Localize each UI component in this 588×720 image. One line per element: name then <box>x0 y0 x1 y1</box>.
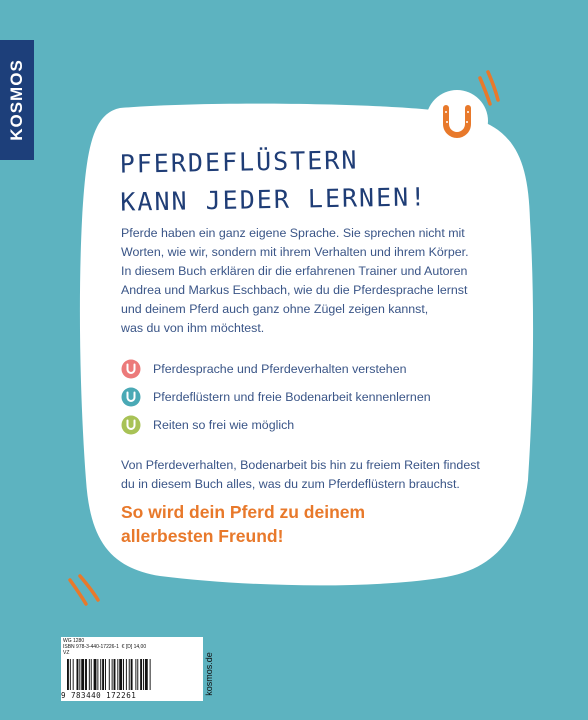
feature-text: Pferdeflüstern und freie Bodenarbeit kennenlernen <box>153 390 431 404</box>
barcode-website: kosmos.de <box>203 652 214 696</box>
intro-line: und deinem Pferd auch ganz ohne Zügel zeigen kannst, <box>121 302 429 316</box>
intro-line: was du von ihm möchtest. <box>121 321 265 335</box>
intro-paragraph <box>121 224 521 338</box>
intro-line: Andrea und Markus Eschbach, wie du die Pferdesprache lernst <box>121 283 468 297</box>
publisher-name: KOSMOS <box>7 59 26 141</box>
feature-item <box>121 383 521 411</box>
feature-text: Pferdesprache und Pferdeverhalten verstehen <box>153 362 407 376</box>
intro-line: Worten, wie wir, sondern mit ihrem Verhalten und ihrem Körper. <box>121 245 469 259</box>
decor-strokes-bottom <box>70 576 98 604</box>
horseshoe-green-icon <box>121 415 141 435</box>
outro-paragraph <box>121 456 521 494</box>
outro-line: du in diesem Buch alles, was du zum Pferdeflüstern brauchst. <box>121 477 460 491</box>
barcode-price: € [D] 14,00 <box>121 644 147 650</box>
headline-line-1: PFERDEFLÜSTERN <box>119 145 359 179</box>
barcode-wg: WG 1280 <box>63 638 85 644</box>
decor-strokes-top <box>480 72 498 104</box>
headline-line-2: KANN JEDER LERNEN! <box>120 182 428 217</box>
feature-item <box>121 355 521 383</box>
barcode-bars <box>63 659 181 691</box>
horseshoe-pink-icon <box>121 359 141 379</box>
intro-line: In diesem Buch erklären dir die erfahrenen Trainer und Autoren <box>121 264 468 278</box>
headline <box>119 138 540 221</box>
feature-item <box>121 411 521 439</box>
outro-line: Von Pferdeverhalten, Bodenarbeit bis hin zu freiem Reiten findest <box>121 458 480 472</box>
barcode-isbn-line <box>63 644 146 650</box>
intro-line: Pferde haben ein ganz eigene Sprache. Sie sprechen nicht mit <box>121 226 465 240</box>
barcode-vz: VZ <box>63 650 70 656</box>
feature-list <box>121 355 521 439</box>
barcode-info <box>63 638 146 656</box>
barcode-number: 9 783440 172261 <box>61 691 137 700</box>
barcode-box <box>61 637 214 701</box>
horseshoe-teal-icon <box>121 387 141 407</box>
barcode-isbn: ISBN 978-3-440-17226-1 <box>63 644 119 650</box>
callout-line-2: allerbesten Freund! <box>121 526 284 546</box>
feature-text: Reiten so frei wie möglich <box>153 418 295 432</box>
callout-line-1: So wird dein Pferd zu deinem <box>121 502 366 522</box>
callout <box>121 500 521 548</box>
